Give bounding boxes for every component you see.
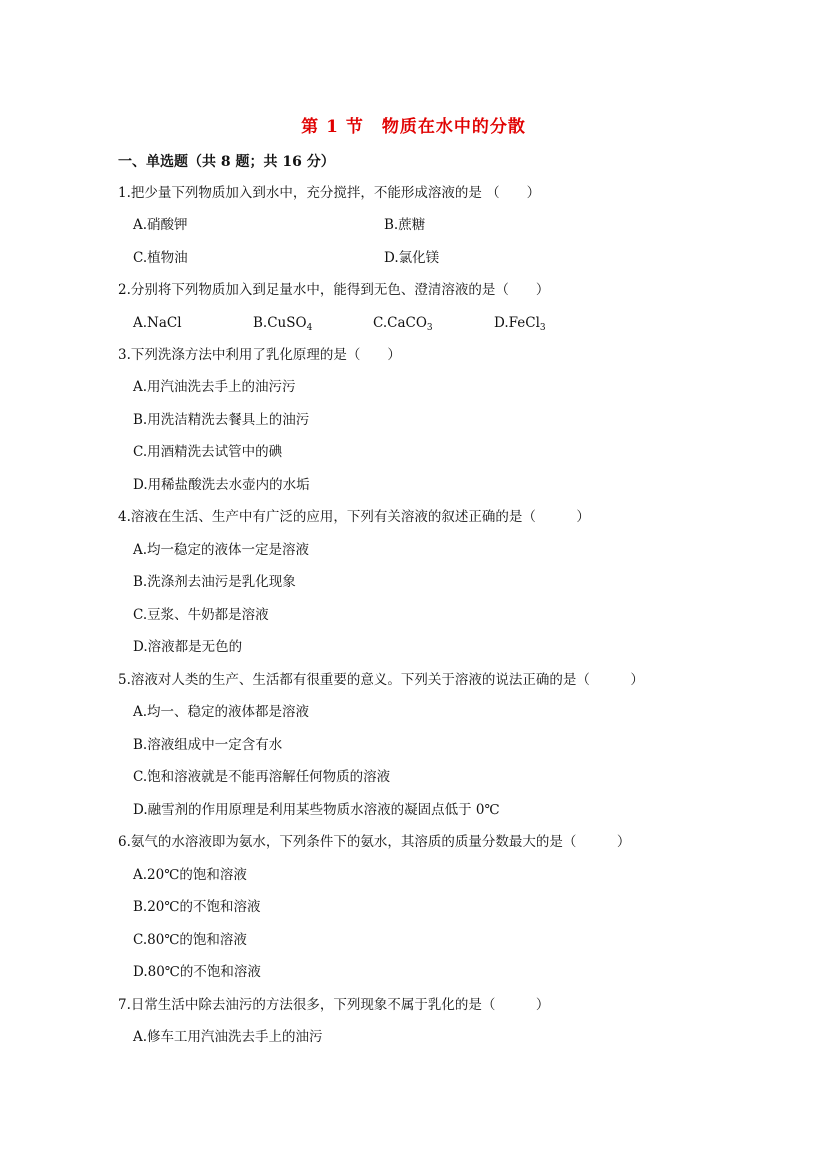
question-4-option-a: A.均一稳定的液体一定是溶液 [133, 542, 310, 558]
question-1-option-b: B.蔗糖 [384, 217, 426, 233]
question-5-option-a: A.均一、稳定的液体都是溶液 [133, 704, 310, 720]
question-3-stem: 3.下列洗涤方法中利用了乳化原理的是（ ） [118, 347, 401, 363]
question-4-stem: 4.溶液在生活、生产中有广泛的应用，下列有关溶液的叙述正确的是（ ） [118, 509, 590, 525]
question-3-option-b: B.用洗洁精洗去餐具上的油污 [133, 412, 310, 428]
question-4-option-c: C.豆浆、牛奶都是溶液 [133, 607, 269, 623]
question-2-option-c: C.CaCO$_3$ [373, 315, 433, 333]
question-1-option-c: C.植物油 [133, 250, 188, 266]
question-2-option-b: B.CuSO$_4$ [253, 315, 313, 333]
question-2-option-d: D.FeCl$_3$ [494, 315, 546, 333]
question-4-option-b: B.洗涤剂去油污是乳化现象 [133, 574, 296, 590]
question-5-option-b: B.溶液组成中一定含有水 [133, 737, 283, 753]
question-5-option-c: C.饱和溶液就是不能再溶解任何物质的溶液 [133, 769, 391, 785]
question-7-option-a: A.修车工用汽油洗去手上的油污 [133, 1029, 323, 1045]
question-3-option-d: D.用稀盐酸洗去水壶内的水垢 [133, 477, 310, 493]
section-heading: 一、单选题（共 8 题；共 16 分） [118, 154, 335, 170]
question-2-option-a: A.NaCl [133, 315, 182, 331]
question-6-stem: 6.氨气的水溶液即为氨水，下列条件下的氨水，其溶质的质量分数最大的是（ ） [118, 834, 631, 850]
page-title: 第 1 节 物质在水中的分散 [301, 117, 526, 137]
question-6-option-d: D.80℃的不饱和溶液 [133, 964, 261, 980]
question-1-option-d: D.氯化镁 [384, 250, 440, 266]
question-6-option-b: B.20℃的不饱和溶液 [133, 899, 261, 915]
question-2-stem: 2.分别将下列物质加入到足量水中，能得到无色、澄清溶液的是（ ） [118, 282, 550, 298]
question-5-option-d: D.融雪剂的作用原理是利用某些物质水溶液的凝固点低于 0℃ [133, 802, 500, 818]
question-3-option-a: A.用汽油洗去手上的油污污 [133, 379, 296, 395]
question-6-option-c: C.80℃的饱和溶液 [133, 932, 247, 948]
question-4-option-d: D.溶液都是无色的 [133, 639, 243, 655]
question-5-stem: 5.溶液对人类的生产、生活都有很重要的意义。下列关于溶液的说法正确的是（ ） [118, 672, 644, 688]
question-7-stem: 7.日常生活中除去油污的方法很多，下列现象不属于乳化的是（ ） [118, 997, 550, 1013]
question-1-option-a: A.硝酸钾 [133, 217, 188, 233]
question-1-stem: 1.把少量下列物质加入到水中，充分搅拌，不能形成溶液的是 （ ） [118, 185, 541, 201]
question-6-option-a: A.20℃的饱和溶液 [133, 867, 247, 883]
question-3-option-c: C.用酒精洗去试管中的碘 [133, 444, 283, 460]
